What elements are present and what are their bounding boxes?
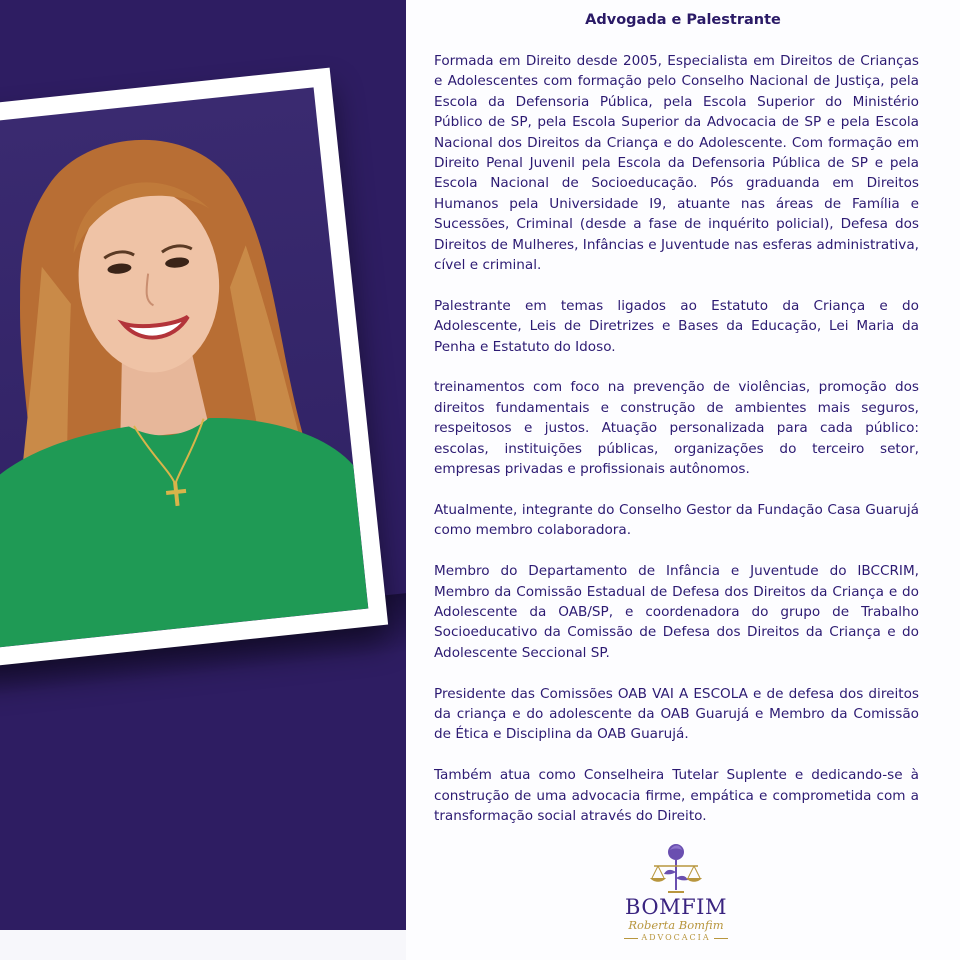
bottom-strip [0, 930, 406, 960]
bio-paragraph: treinamentos com foco na prevenção de violências, promoção dos direitos fundamentais e construção de ambientes mais seguros, respeitosos e justos. Atuação personalizada para cada público: escolas, instituições públicas, organizações do terceiro setor, empresas privadas e profissionais autônomos. [434, 379, 919, 478]
left-panel [0, 0, 406, 930]
page-title: Advogada e Palestrante [585, 12, 781, 28]
bio-paragraph: Palestrante em temas ligados ao Estatuto da Criança e do Adolescente, Leis de Diretrizes e Bases da Educação, Lei Maria da Penha e Estatuto do Idoso. [434, 297, 919, 355]
bio-text [434, 51, 919, 847]
bio-paragraph: Formada em Direito desde 2005, Especialista em Direitos de Crianças e Adolescentes com formação pelo Conselho Nacional de Justiça, pela Escola da Defensoria Pública, pela Escola Superior do Ministério Público de SP, pela Escola Superior da Advocacia de SP e pela Escola Nacional dos Direitos da Criança e do Adolescente. Com formação em Direito Penal Juvenil pela Escola da Defensoria Pública de SP e pela Escola Nacional de Socioeducação. Pós graduanda em Direitos Humanos pela Universidade I9, atuante nas áreas de Família e Sucessões, Criminal (desde a fase de inquérito policial), Defesa dos Direitos de Mulheres, Infâncias e Juventude nas esferas administrativa, cível e criminal. [434, 53, 919, 274]
logo-tagline: ADVOCACIA [641, 933, 711, 942]
portrait-illustration [0, 87, 368, 648]
bio-paragraph: Presidente das Comissões OAB VAI A ESCOLA e de defesa dos direitos da criança e do adolescente da OAB Guarujá e Membro da Comissão de Ética e Disciplina da OAB Guarujá. [434, 685, 919, 743]
logo-tagline-row [596, 932, 756, 944]
bio-panel [406, 0, 960, 960]
bio-paragraph: Membro do Departamento de Infância e Juventude do IBCCRIM, Membro da Comissão Estadual de Defesa dos Direitos da Criança e do Adolescente da OAB/SP, e coordenadora do grupo de Trabalho Socioeducativo da Comissão de Defesa dos Direitos da Criança e do Adolescente Seccional SP. [434, 563, 919, 661]
photo-frame [0, 68, 388, 669]
portrait-photo [0, 87, 368, 648]
bio-paragraph: Também atua como Conselheira Tutelar Suplente e dedicando-se à construção de uma advocacia firme, empática e comprometida com a transformação social através do Direito. [434, 767, 919, 824]
logo-signature: Roberta Bomfim [628, 918, 724, 932]
rose-scales-icon [646, 840, 706, 896]
bio-paragraph: Atualmente, integrante do Conselho Gestor da Fundação Casa Guarujá como membro colaboradora. [434, 501, 919, 539]
brand-logo [596, 840, 756, 952]
logo-name: BOMFIM [625, 895, 727, 919]
